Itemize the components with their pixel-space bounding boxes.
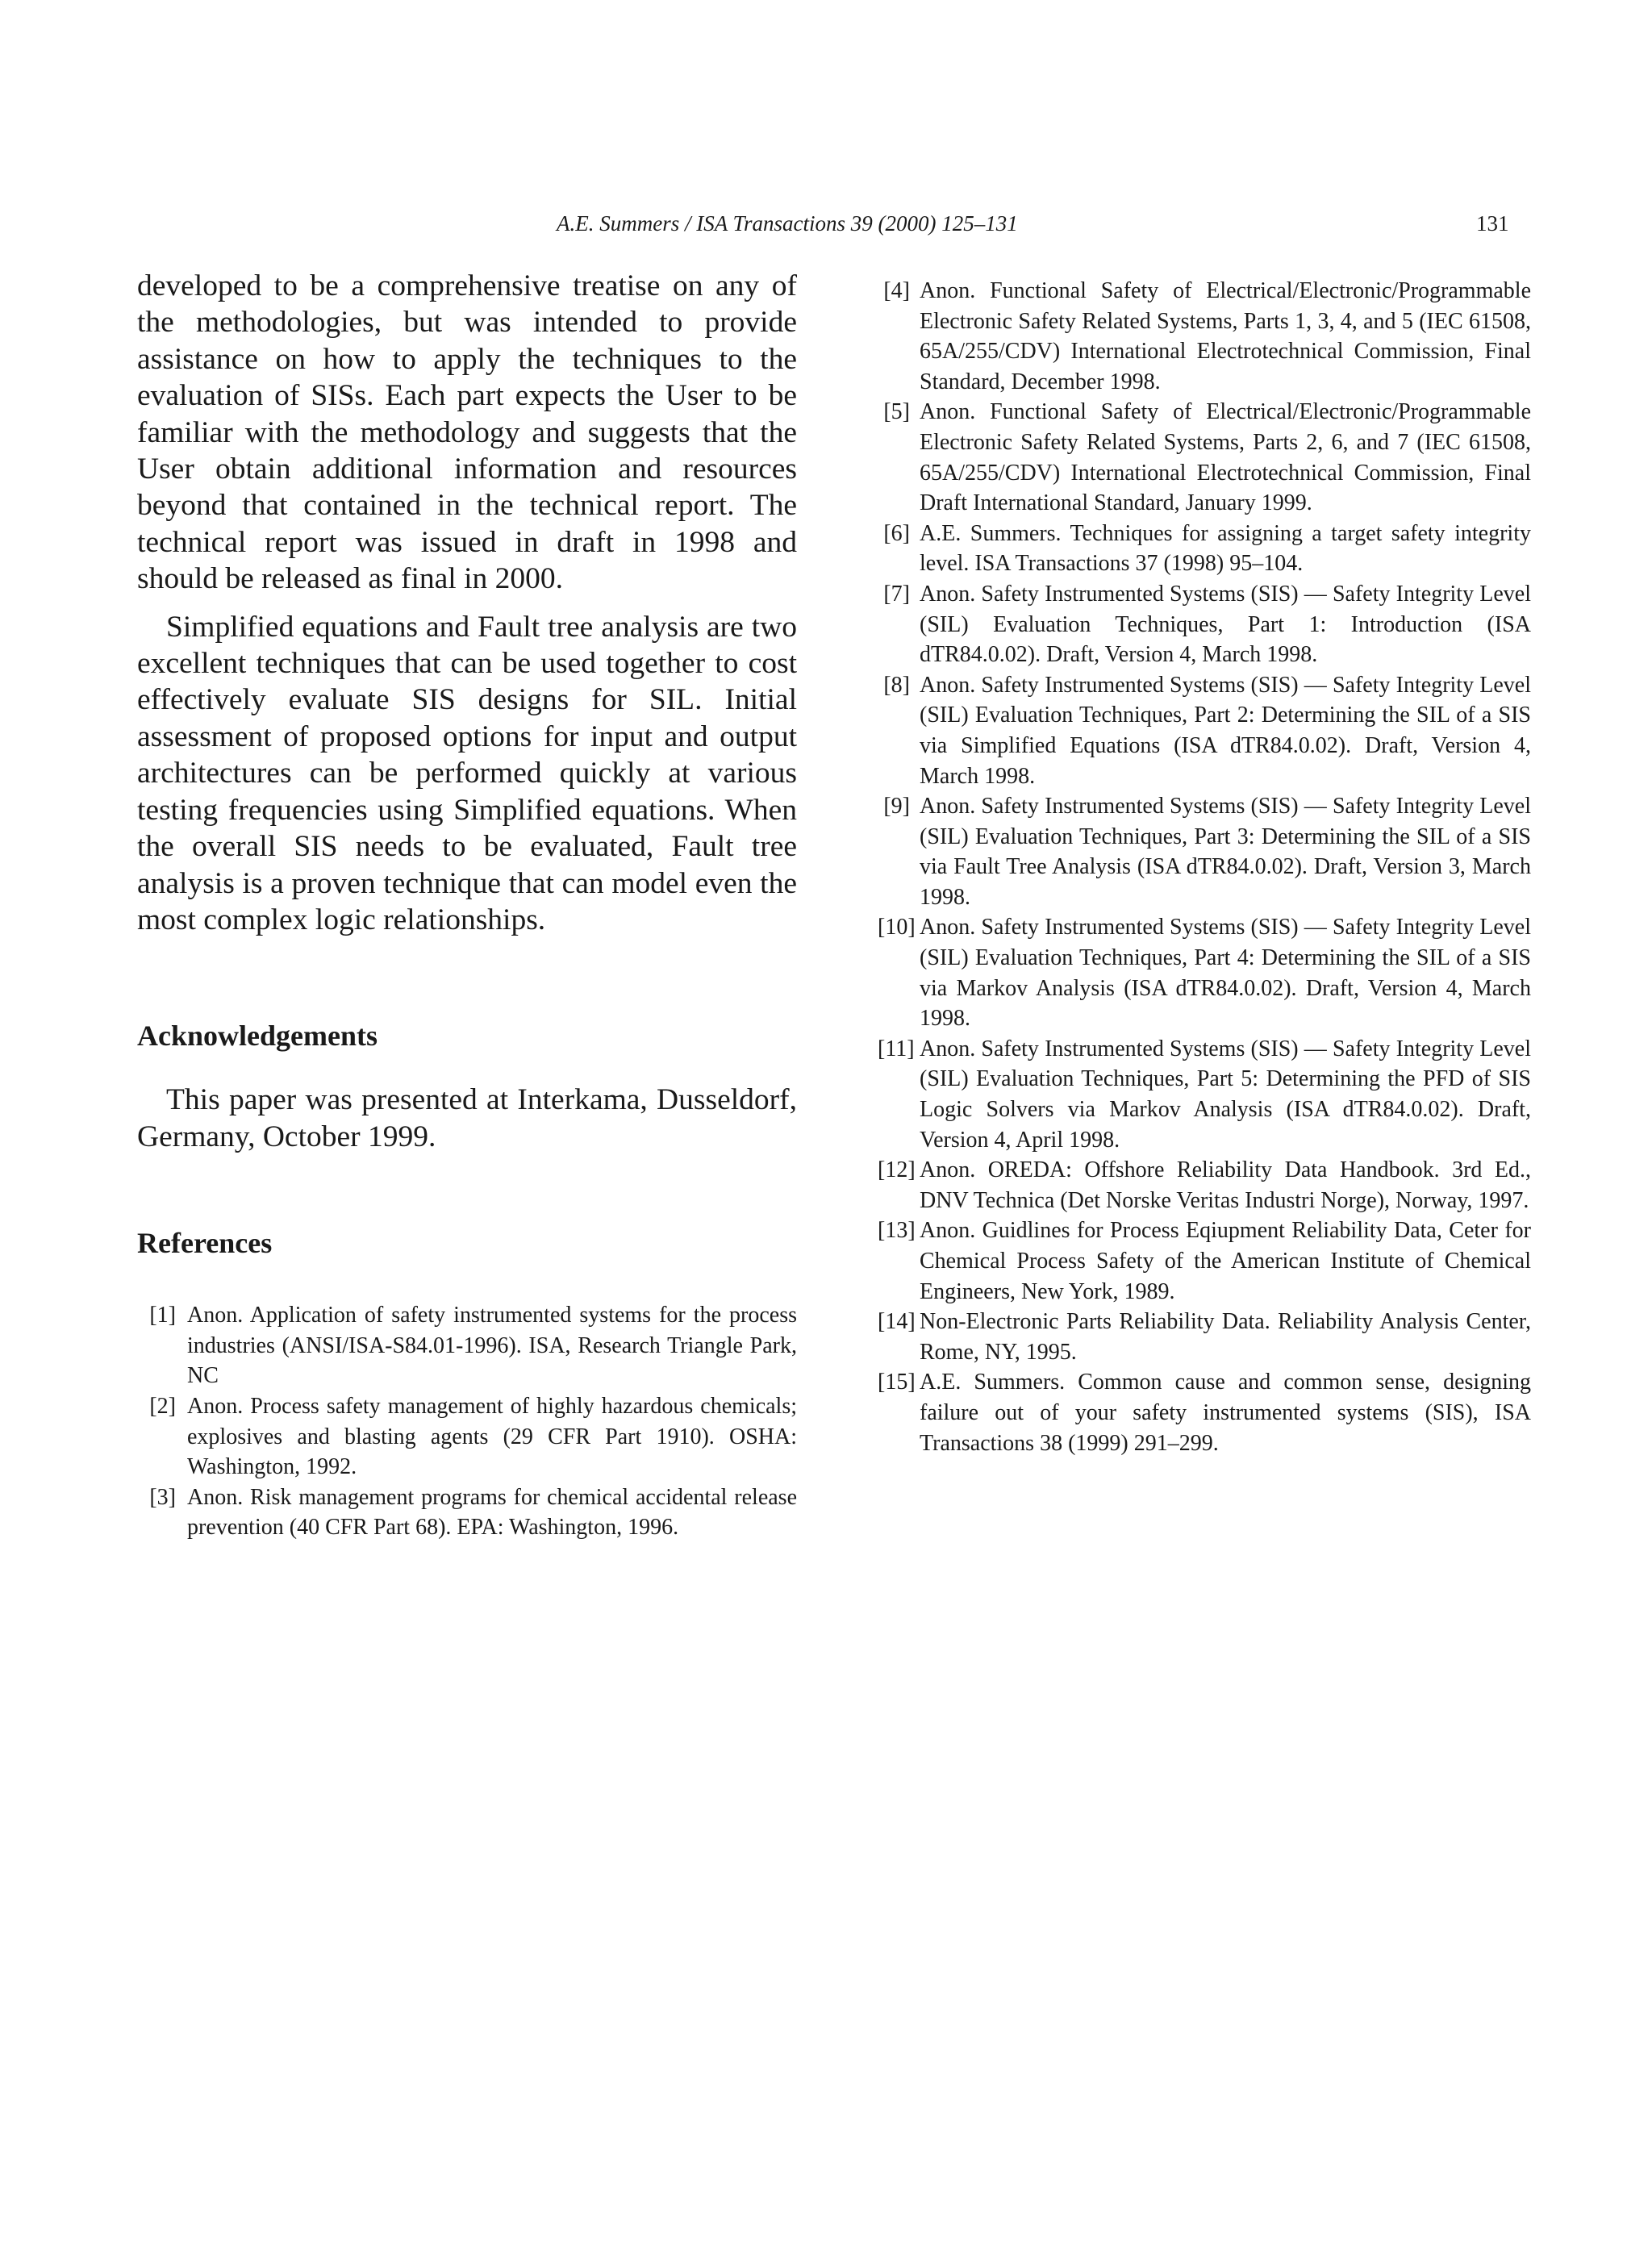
reference-list-left [137, 1300, 797, 1543]
running-head: A.E. Summers / ISA Transactions 39 (2000) 125–131 [557, 211, 1018, 236]
reference-item [137, 1300, 797, 1391]
reference-text: Anon. OREDA: Offshore Reliability Data Handbook. 3rd Ed., DNV Technica (Det Norske Veritas Industri Norge), Norway, 1997. [920, 1157, 1531, 1213]
reference-text: Anon. Functional Safety of Electrical/Electronic/Programmable Electronic Safety Related Systems, Parts 1, 3, 4, and 5 (IEC 61508, 65A/255/CDV) International Electrotechnical Commission, Final Standard, December 1998. [920, 278, 1531, 394]
reference-number: [5] [883, 399, 910, 425]
reference-text: Anon. Application of safety instrumented systems for the process industries (ANSI/ISA-S84.01-1996). ISA, Research Triangle Park, NC [187, 1303, 797, 1389]
reference-text: Anon. Process safety management of highly hazardous chemicals; explosives and blasting agents (29 CFR Part 1910). OSHA: Washington, 1992. [187, 1393, 797, 1480]
reference-text: Anon. Functional Safety of Electrical/Electronic/Programmable Electronic Safety Related Systems, Parts 2, 6, and 7 (IEC 61508, 65A/255/CDV) International Electrotechnical Commission, Final Draft International Standard, January 1999. [920, 399, 1531, 516]
page-number: 131 [1476, 211, 1509, 236]
reference-text: Anon. Safety Instrumented Systems (SIS) — Safety Integrity Level (SIL) Evaluation Techniques, Part 3: Determining the SIL of a SIS via Fault Tree Analysis (ISA dTR84.0.02). Draft, Version 3, March 1998. [920, 794, 1531, 910]
reference-number: [1] [149, 1303, 176, 1328]
right-column [878, 276, 1531, 1458]
reference-item [878, 1367, 1531, 1458]
reference-item [878, 397, 1531, 518]
body-paragraph: Simplified equations and Fault tree analysis are two excellent techniques that can be used together to cost effectively evaluate SIS designs for SIL. Initial assessment of proposed options for input and output architectures can be performed quickly at various testing frequencies using Simplified equations. When the overall SIS needs to be evaluated, Fault tree analysis is a proven technique that can model even the most complex logic relationships. [137, 610, 797, 936]
references-heading: References [137, 1227, 273, 1260]
reference-text: A.E. Summers. Techniques for assigning a target safety integrity level. ISA Transactions 37 (1998) 95–104. [920, 520, 1531, 577]
reference-item [878, 1307, 1531, 1367]
reference-item [878, 1155, 1531, 1216]
reference-item [878, 1034, 1531, 1155]
reference-text: Anon. Safety Instrumented Systems (SIS) — Safety Integrity Level (SIL) Evaluation Techniques, Part 2: Determining the SIL of a SIS via Simplified Equations (ISA dTR84.0.02). Draft, Version 4, March 1998. [920, 672, 1531, 789]
reference-item [878, 1216, 1531, 1307]
body-paragraph: developed to be a comprehensive treatise on any of the methodologies, but was intended to provide assistance on how to apply the techniques to the evaluation of SISs. Each part expects the User to be familiar with the methodology and suggests that the User obtain additional information and resources beyond that contained in the technical report. The technical report was issued in draft in 1998 and should be released as final in 2000. [137, 269, 797, 596]
left-column [137, 268, 797, 1543]
reference-number: [2] [149, 1393, 176, 1419]
reference-number: [10] [878, 915, 916, 940]
reference-text: Anon. Safety Instrumented Systems (SIS) — Safety Integrity Level (SIL) Evaluation Techniques, Part 5: Determining the PFD of SIS Logic Solvers via Markov Analysis (ISA dTR84.0.02). Draft, Version 4, April 1998. [920, 1036, 1531, 1153]
reference-text: Anon. Safety Instrumented Systems (SIS) — Safety Integrity Level (SIL) Evaluation Techniques, Part 1: Introduction (ISA dTR84.0.02). Draft, Version 4, March 1998. [920, 581, 1531, 668]
reference-number: [6] [883, 520, 910, 546]
reference-item [878, 519, 1531, 579]
reference-number: [8] [883, 672, 910, 698]
acknowledgements-text: This paper was presented at Interkama, Dusseldorf, Germany, October 1999. [137, 1083, 797, 1153]
reference-number: [11] [878, 1036, 915, 1061]
reference-text: Anon. Risk management programs for chemical accidental release prevention (40 CFR Part 68). EPA: Washington, 1996. [187, 1484, 797, 1541]
reference-item [878, 276, 1531, 397]
reference-item [878, 912, 1531, 1033]
reference-number: [14] [878, 1309, 916, 1335]
reference-text: A.E. Summers. Common cause and common sense, designing failure out of your safety instrumented systems (SIS), ISA Transactions 38 (1999) 291–299. [920, 1370, 1531, 1456]
reference-item [137, 1391, 797, 1482]
reference-text: Anon. Guidlines for Process Eqiupment Reliability Data, Ceter for Chemical Process Safety of the American Institute of Chemical Engineers, New York, 1989. [920, 1218, 1531, 1304]
reference-number: [12] [878, 1157, 916, 1183]
acknowledgements-heading: Acknowledgements [137, 1020, 378, 1053]
reference-text: Anon. Safety Instrumented Systems (SIS) — Safety Integrity Level (SIL) Evaluation Techniques, Part 4: Determining the SIL of a SIS via Markov Analysis (ISA dTR84.0.02). Draft, Version 4, March 1998. [920, 915, 1531, 1032]
reference-number: [4] [883, 278, 910, 303]
reference-number: [3] [149, 1484, 176, 1510]
reference-item [878, 579, 1531, 670]
reference-item [137, 1482, 797, 1543]
reference-item [878, 670, 1531, 791]
reference-number: [7] [883, 581, 910, 607]
reference-number: [15] [878, 1370, 916, 1395]
reference-number: [9] [883, 794, 910, 819]
reference-item [878, 791, 1531, 912]
reference-text: Non-Electronic Parts Reliability Data. Reliability Analysis Center, Rome, NY, 1995. [920, 1309, 1531, 1365]
reference-number: [13] [878, 1218, 916, 1244]
